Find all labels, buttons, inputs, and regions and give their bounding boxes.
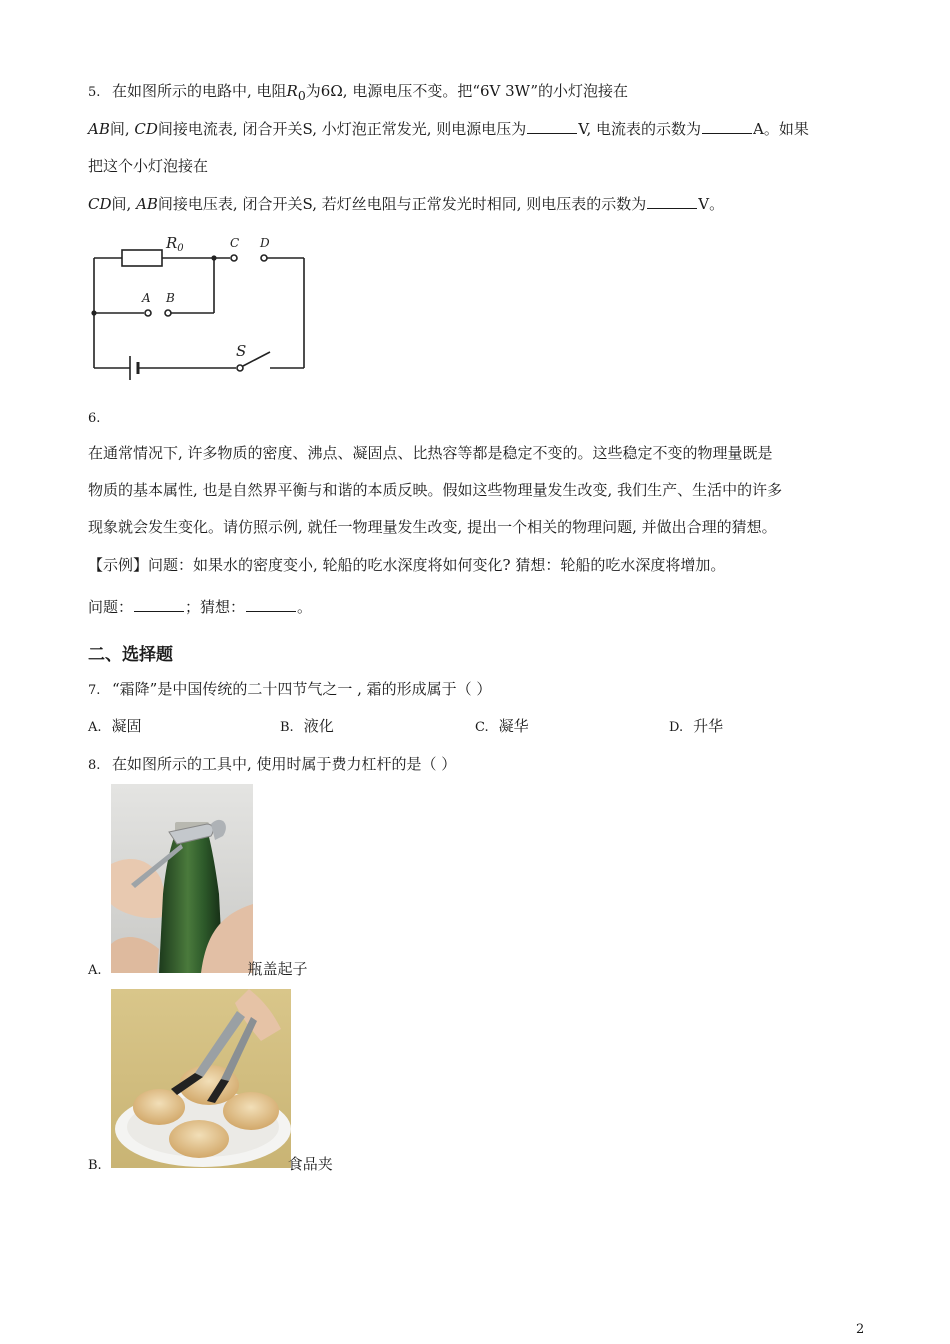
terminal-b <box>165 310 171 316</box>
q7-stem: 7. “霜降”是中国传统的二十四节气之一 , 霜的形成属于（ ） <box>88 680 492 698</box>
q6-paragraph-3: 现象就会发生变化。请仿照示例, 就任一物理量发生改变, 提出一个相关的物理问题, 并做出合理的猜想。 <box>88 518 777 536</box>
label-c: C <box>230 236 240 250</box>
q7-options <box>88 715 848 737</box>
label-s: S <box>236 342 247 360</box>
label-r0: $R_0$ <box>166 234 184 254</box>
q5-line-2: AB间, CD间接电流表, 闭合开关S, 小灯泡正常发光, 则电源电压为 V, 电流表的示数为 A。如果 <box>88 120 809 138</box>
q5-line-1: 5. 在如图所示的电路中, 电阻$R_0$为6Ω, 电源电压不变。把“6V 3W”的小灯泡接在 <box>88 82 629 103</box>
page-number: 2 <box>856 1322 865 1337</box>
q8-option-a[interactable]: A. 瓶盖起子 <box>88 960 308 978</box>
q7-option-c[interactable]: C. 凝华 <box>475 717 529 735</box>
resistor-r0 <box>122 250 162 266</box>
terminal-d <box>261 255 267 261</box>
junction-dot <box>91 310 96 315</box>
q8-option-b[interactable]: B. 食品夹 <box>88 1155 333 1173</box>
q8-stem: 8. 在如图所示的工具中, 使用时属于费力杠杆的是（ ） <box>88 755 457 773</box>
junction-dot <box>211 255 216 260</box>
q6-answer-line: 问题： ；猜想： 。 <box>88 598 313 616</box>
r0-symbol: R <box>286 82 298 100</box>
q6-example: 【示例】问题：如果水的密度变小, 轮船的吃水深度将如何变化? 猜想：轮船的吃水深度将增加。 <box>88 556 726 574</box>
food-tongs-photo <box>111 989 291 1168</box>
q5-number: 5. <box>88 85 101 100</box>
q7-option-b[interactable]: B. 液化 <box>280 717 334 735</box>
question-blank[interactable] <box>134 597 184 612</box>
q7-option-d[interactable]: D. 升华 <box>669 717 724 735</box>
label-a: A <box>142 291 151 305</box>
q5-line-4: CD间, AB间接电压表, 闭合开关S, 若灯丝电阻与正常发光时相同, 则电压表的示数为 V。 <box>88 195 725 213</box>
q6-paragraph-1: 在通常情况下, 许多物质的密度、沸点、凝固点、比热容等都是稳定不变的。这些稳定不变的物理量既是 <box>88 444 773 462</box>
section-heading: 二、选择题 <box>88 645 173 665</box>
circuit-diagram <box>86 232 316 382</box>
terminal-c <box>231 255 237 261</box>
terminal-a <box>145 310 151 316</box>
q6-paragraph-2: 物质的基本属性, 也是自然界平衡与和谐的本质反映。假如这些物理量发生改变, 我们生产、生活中的许多 <box>88 481 783 499</box>
q6-number: 6. <box>88 411 101 426</box>
label-b: B <box>166 291 175 305</box>
answer-blank[interactable] <box>527 119 577 134</box>
q7-option-a[interactable]: A. 凝固 <box>88 717 142 735</box>
answer-blank[interactable] <box>647 194 697 209</box>
guess-blank[interactable] <box>246 597 296 612</box>
q5-line-3: 把这个小灯泡接在 <box>88 157 209 175</box>
switch-s <box>243 352 270 366</box>
answer-blank[interactable] <box>702 119 752 134</box>
switch-pivot <box>237 365 243 371</box>
bottle-opener-photo <box>111 784 253 973</box>
label-d: D <box>260 236 270 250</box>
